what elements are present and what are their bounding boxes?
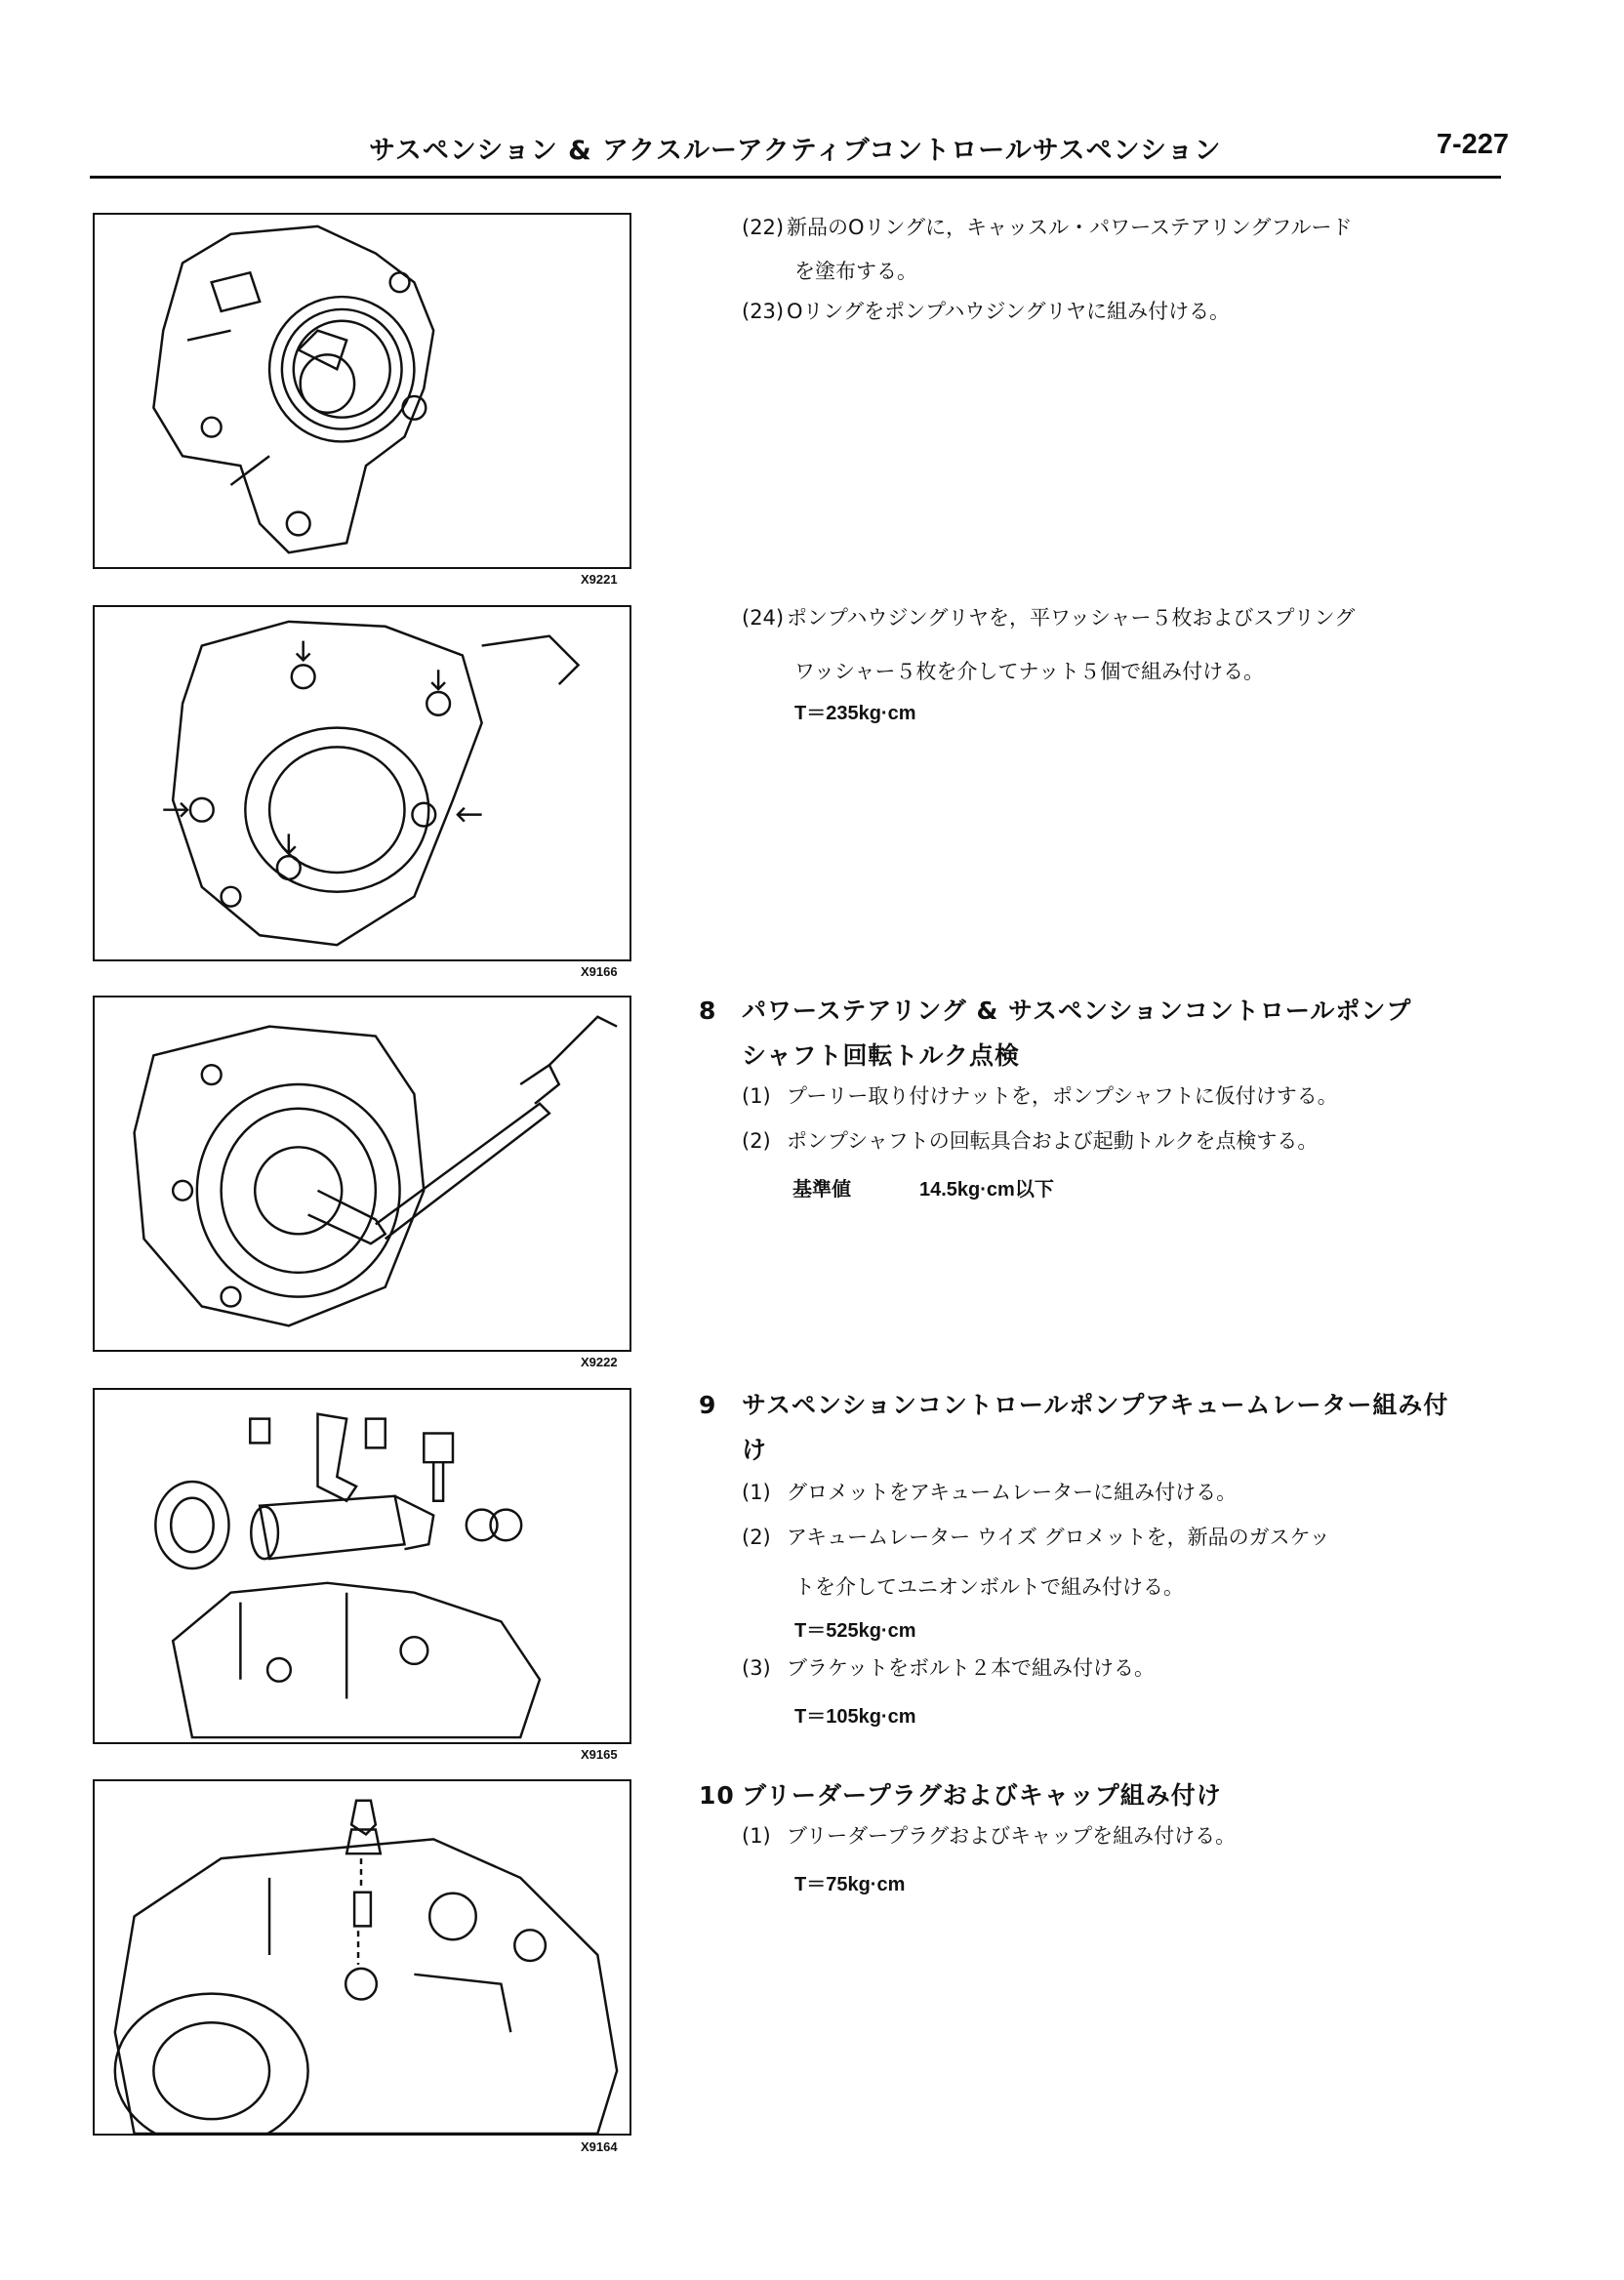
torque-spec: T＝105kg·cm: [794, 1706, 916, 1728]
section-8-item-2: [742, 1122, 1318, 1160]
item-text: アキュームレーター ウイズ グロメットを，新品のガスケッ: [787, 1526, 1330, 1549]
page-header-title: サスペンション & アクスルーアクティブコントロールサスペンション: [369, 136, 1222, 166]
page-number: 7-227: [1436, 129, 1509, 160]
step-number: (22): [742, 216, 785, 239]
section-9-item-1: [742, 1474, 1237, 1511]
figure-code: X9222: [581, 1355, 618, 1369]
step-text: ポンプハウジングリヤを，平ワッシャー５枚およびスプリング: [787, 606, 1356, 630]
accumulator-parts-illustration-icon: [95, 1390, 629, 1742]
item-text: ブラケットをボルト２本で組み付ける。: [787, 1656, 1155, 1680]
torque-spec: T＝75kg·cm: [794, 1874, 906, 1895]
section-9-item-3: [742, 1649, 1155, 1687]
section-9-item-2: [742, 1519, 1330, 1556]
item-number: (1): [742, 1481, 771, 1504]
step-22: [742, 209, 1353, 246]
section-8-heading: [699, 992, 1411, 1027]
item-text: グロメットをアキュームレーターに組み付ける。: [787, 1481, 1238, 1504]
step-text: Oリングをポンプハウジングリヤに組み付ける。: [787, 300, 1231, 323]
breather-plug-illustration-icon: [95, 1781, 629, 2134]
header-divider: [90, 176, 1501, 179]
section-10-item-1: [742, 1817, 1236, 1854]
figure-code: X9221: [581, 572, 618, 587]
figure-code: X9166: [581, 964, 618, 979]
figure-accumulator-parts: [93, 1388, 631, 1744]
section-title: ブリーダープラグおよびキャップ組み付け: [742, 1781, 1222, 1810]
section-8-item-1: [742, 1078, 1338, 1115]
figure-pump-housing-nuts: [93, 605, 631, 961]
figure-code: X9165: [581, 1747, 618, 1762]
pump-housing-nuts-illustration-icon: [95, 607, 629, 959]
spec-label: 基準値: [792, 1179, 851, 1201]
step-24-cont: ワッシャー５枚を介してナット５個で組み付ける。: [794, 660, 1265, 683]
step-22-cont: を塗布する。: [794, 260, 917, 283]
item-number: (1): [742, 1084, 771, 1108]
pump-housing-o-ring-illustration-icon: [95, 215, 629, 567]
standard-value-spec: [792, 1173, 1054, 1201]
section-number: 9: [699, 1391, 717, 1419]
pump-shaft-torque-illustration-icon: [95, 998, 629, 1350]
item-text: ポンプシャフトの回転具合および起動トルクを点検する。: [787, 1129, 1319, 1153]
section-title: パワーステアリング & サスペンションコントロールポンプ: [742, 997, 1412, 1025]
item-number: (1): [742, 1824, 771, 1848]
item-number: (2): [742, 1526, 771, 1549]
step-text: 新品のOリングに，キャッスル・パワーステアリングフルード: [787, 216, 1353, 239]
item-number: (3): [742, 1656, 771, 1680]
step-24: [742, 599, 1355, 636]
section-number: 8: [699, 997, 717, 1025]
section-10-heading: [699, 1776, 1222, 1812]
step-23: [742, 293, 1230, 330]
torque-spec: T＝525kg·cm: [794, 1620, 916, 1642]
section-8-heading-cont: シャフト回転トルク点検: [742, 1041, 1021, 1070]
item-text: ブリーダープラグおよびキャップを組み付ける。: [787, 1824, 1237, 1848]
section-9-heading-cont: け: [742, 1436, 768, 1464]
section-9-item-2-cont: トを介してユニオンボルトで組み付ける。: [794, 1575, 1184, 1599]
section-9-heading: [699, 1386, 1448, 1421]
section-title: サスペンションコントロールポンプアキュームレーター組み付: [742, 1391, 1449, 1419]
figure-breather-plug: [93, 1779, 631, 2136]
step-number: (23): [742, 300, 785, 323]
item-text: プーリー取り付けナットを，ポンプシャフトに仮付けする。: [787, 1084, 1338, 1108]
section-number: 10: [699, 1781, 735, 1810]
step-number: (24): [742, 606, 785, 630]
spec-value: 14.5kg·cm以下: [919, 1179, 1054, 1201]
figure-pump-housing-o-ring: [93, 213, 631, 569]
item-number: (2): [742, 1129, 771, 1153]
figure-code: X9164: [581, 2139, 618, 2154]
torque-spec: T＝235kg·cm: [794, 703, 916, 724]
figure-pump-shaft-torque: [93, 996, 631, 1352]
